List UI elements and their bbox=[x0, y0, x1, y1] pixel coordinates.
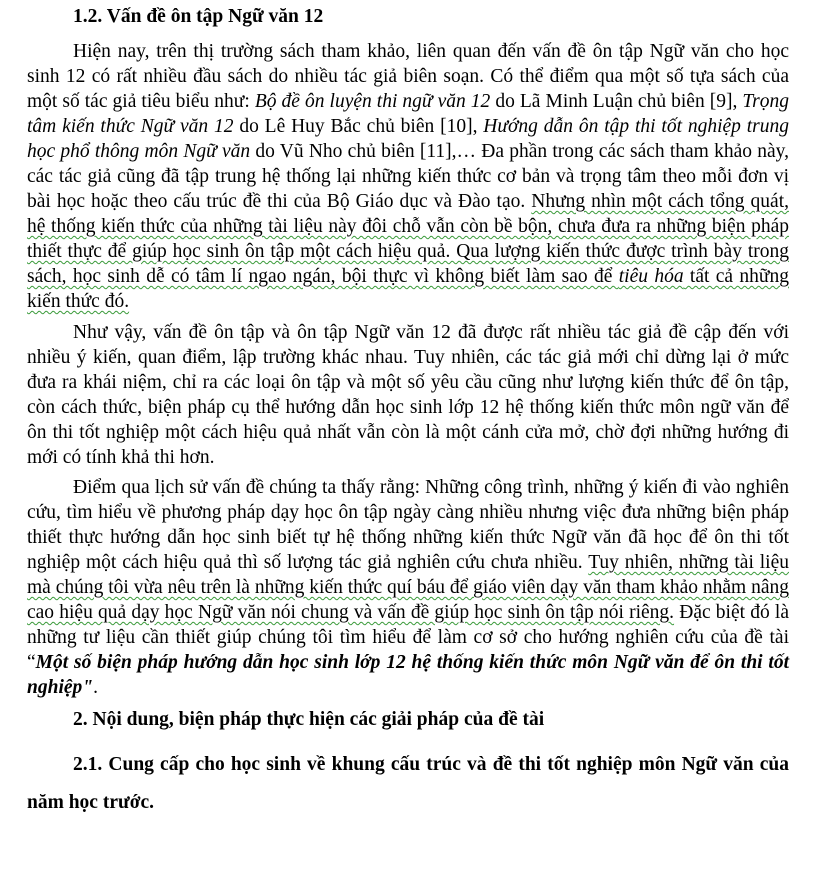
paragraph-2: Như vậy, vấn đề ôn tập và ôn tập Ngữ văn 12 đã được rất nhiều tác giả đề cập đến với nhiều ý kiến, quan điểm, lập trường khác nhau. Tuy nhiên, các tác giả mới chỉ dừng lại ở mức đưa ra khái niệm, chỉ ra các loại ôn tập và một số yêu cầu cũng như lượng kiến thức để ôn tập, còn cách thức, biện pháp cụ thể hướng dẫn học sinh lớp 12 hệ thống kiến thức môn ngữ văn để ôn thi tốt nghiệp một cách hiệu quả nhất vẫn còn là một cánh cửa mở, chờ đợi những hướng đi mới có tính khả thi hơn. bbox=[27, 322, 789, 468]
document-page bbox=[27, 0, 789, 822]
section-heading-2-1: 2.1. Cung cấp cho học sinh về khung cấu trúc và đề thi tốt nghiệp môn Ngữ văn của năm học trước. bbox=[27, 754, 789, 813]
paragraph-1-text-c: do Lê Huy Bắc chủ biên [10], bbox=[233, 116, 484, 137]
paragraph-3 bbox=[27, 475, 789, 700]
paragraph-1-text-d: do Vũ Nho chủ biên [11],… Đa phần trong các sách tham khảo này, các tác giả cũng đã tập trung hệ thống lại những kiến thức cơ bản và trọng tâm theo mỗi đơn vị bài học hoặc theo cấu trúc đề thi của Bộ Giáo dục và Đào tạo. bbox=[27, 141, 790, 212]
emphasis-tieu-hoa: tiêu hóa bbox=[618, 266, 684, 287]
book-title-2: Trọng tâm kiến thức Ngữ văn 12 bbox=[27, 91, 789, 137]
paragraph-3-text-b: Đặc biệt đó là những tư liệu cần thiết giúp chúng tôi tìm hiểu để làm cơ sở cho hướng nghiên cứu của đề tài “ bbox=[27, 602, 789, 673]
book-title-1: Bộ đề ôn luyện thi ngữ văn 12 bbox=[254, 91, 491, 112]
thesis-title: Một số biện pháp hướng dẫn học sinh lớp 12 hệ thống kiến thức môn Ngữ văn để ôn thi tốt nghiệp" bbox=[27, 652, 789, 698]
section-heading-1-2: 1.2. Vấn đề ôn tập Ngữ văn 12 bbox=[73, 6, 324, 27]
paragraph-1 bbox=[27, 39, 789, 314]
book-title-3: Hướng dẫn ôn tập thi tốt nghiệp trung học phổ thông môn Ngữ văn bbox=[27, 116, 790, 162]
paragraph-1-text-b: do Lã Minh Luận chủ biên [9], bbox=[490, 91, 743, 112]
paragraph-1-text-e: Nhưng nhìn một cách tổng quát, hệ thống kiến thức của những tài liệu này đôi chỗ vẫn còn bề bộn, chưa đưa ra những biện pháp thiết thực để giúp học sinh ôn tập một cách hiệu quả. Qua lượng kiến thức được trình bày trong sách, học sinh dễ có tâm lí ngao ngán, bội thực vì không biết làm sao để bbox=[27, 191, 789, 287]
paragraph-1-text-f: tất cả những kiến thức đó. bbox=[27, 266, 789, 312]
paragraph-1-text-a: Hiện nay, trên thị trường sách tham khảo, liên quan đến vấn đề ôn tập Ngữ văn cho học sinh 12 có rất nhiều đầu sách do nhiều tác giả biên soạn. Có thể điểm qua một số tựa sách của một số tác giả tiêu biểu như: bbox=[27, 41, 789, 112]
grammar-flagged-text-2: Tuy nhiên, những tài liệu mà chúng tôi vừa nêu trên là những kiến thức quí báu để giáo viên dạy văn tham khảo nhằm nâng cao hiệu quả dạy học Ngữ văn nói chung và vấn đề giúp học sinh ôn tập nói riêng. bbox=[27, 552, 789, 623]
section-heading-2: 2. Nội dung, biện pháp thực hiện các giải pháp của đề tài bbox=[73, 709, 545, 730]
paragraph-3-text-a: Điểm qua lịch sử vấn đề chúng ta thấy rằng: Những công trình, những ý kiến đi vào nghiên cứu, tìm hiểu về phương pháp dạy học ôn tập ngày càng nhiều nhưng việc đưa những biện pháp thiết thực hướng dẫn học sinh biết tự hệ thống những kiến thức Ngữ văn đã học để ôn thi tốt nghiệp một cách hiệu quả thì số lượng tác giả nghiên cứu chưa nhiều. bbox=[27, 477, 789, 573]
paragraph-3-end: . bbox=[93, 677, 98, 698]
